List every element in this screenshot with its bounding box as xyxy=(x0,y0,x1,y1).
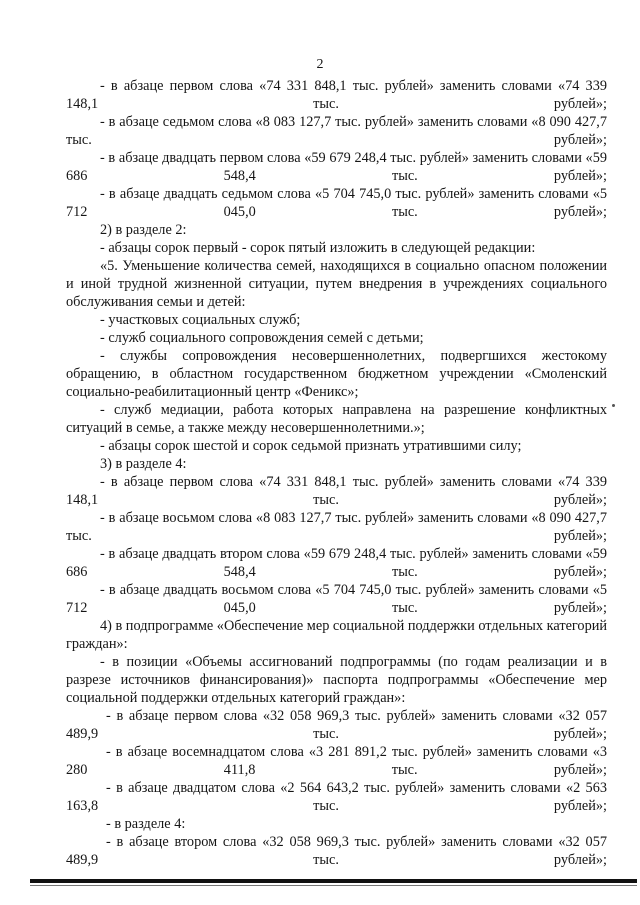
bottom-border-line-thin xyxy=(30,885,637,886)
paragraph: 3) в разделе 4: xyxy=(100,456,187,472)
paragraph: - в абзаце двадцать втором слова «59 679 248,4 тыс. рублей» заменить словами «59 686 548,4 тыс. рублей»; xyxy=(66,546,607,580)
paragraph: - абзацы сорок первый - сорок пятый изложить в следующей редакции: xyxy=(100,240,536,256)
paragraph: - в абзаце первом слова «74 331 848,1 тыс. рублей» заменить словами «74 339 148,1 тыс. рублей»; xyxy=(66,474,607,508)
paragraph: 2) в разделе 2: xyxy=(100,222,187,238)
bottom-border-line xyxy=(30,879,637,883)
paragraph: - в абзаце восьмом слова «8 083 127,7 тыс. рублей» заменить словами «8 090 427,7 тыс. рублей»; xyxy=(66,510,607,544)
paragraph: - в разделе 4: xyxy=(106,816,186,832)
paragraph: - абзацы сорок шестой и сорок седьмой признать утратившими силу; xyxy=(100,438,522,454)
paragraph: «5. Уменьшение количества семей, находящихся в социально опасном положении и иной трудной жизненной ситуации, путем внедрения в учреждениях социального обслуживания семьи и детей: xyxy=(66,258,607,310)
paragraph: - служб социального сопровождения семей с детьми; xyxy=(100,330,424,346)
paragraph: - в абзаце двадцать седьмом слова «5 704 745,0 тыс. рублей» заменить словами «5 712 045,0 тыс. рублей»; xyxy=(66,186,607,220)
paragraph: - в абзаце восемнадцатом слова «3 281 891,2 тыс. рублей» заменить словами «3 280 411,8 тыс. рублей»; xyxy=(66,744,607,778)
paragraph: - в абзаце втором слова «32 058 969,3 тыс. рублей» заменить словами «32 057 489,9 тыс. рублей»; xyxy=(66,834,607,868)
paragraph: - в абзаце первом слова «32 058 969,3 тыс. рублей» заменить словами «32 057 489,9 тыс. рублей»; xyxy=(66,708,607,742)
paragraph: - служб медиации, работа которых направлена на разрешение конфликтных ситуаций в семье, а также между несовершеннолетними.»; xyxy=(66,402,607,436)
paragraph: - в абзаце двадцатом слова «2 564 643,2 тыс. рублей» заменить словами «2 563 163,8 тыс. рублей»; xyxy=(66,780,607,814)
paragraph: - службы сопровождения несовершеннолетних, подвергшихся жестокому обращению, в областном государственном бюджетном учреждении «Смоленский социально-реабилитационный центр «Феникс»; xyxy=(66,348,607,400)
paragraph: - участковых социальных служб; xyxy=(100,312,301,328)
paragraph: - в абзаце седьмом слова «8 083 127,7 тыс. рублей» заменить словами «8 090 427,7 тыс. рублей»; xyxy=(66,114,607,148)
paragraph: - в абзаце двадцать первом слова «59 679 248,4 тыс. рублей» заменить словами «59 686 548,4 тыс. рублей»; xyxy=(66,150,607,184)
document-body xyxy=(66,77,607,869)
paragraph: 4) в подпрограмме «Обеспечение мер социальной поддержки отдельных категорий граждан»: xyxy=(66,618,608,652)
paragraph: - в абзаце двадцать восьмом слова «5 704 745,0 тыс. рублей» заменить словами «5 712 045,0 тыс. рублей»; xyxy=(66,582,607,616)
paragraph: - в позиции «Объемы ассигнований подпрограммы (по годам реализации и в разрезе источников финансирования)» паспорта подпрограммы «Обеспечение мер социальной поддержки отдельных категорий граждан»: xyxy=(66,654,607,706)
page-number: 2 xyxy=(316,57,324,72)
paragraph: - в абзаце первом слова «74 331 848,1 тыс. рублей» заменить словами «74 339 148,1 тыс. рублей»; xyxy=(66,78,607,112)
scan-speck xyxy=(612,404,615,407)
